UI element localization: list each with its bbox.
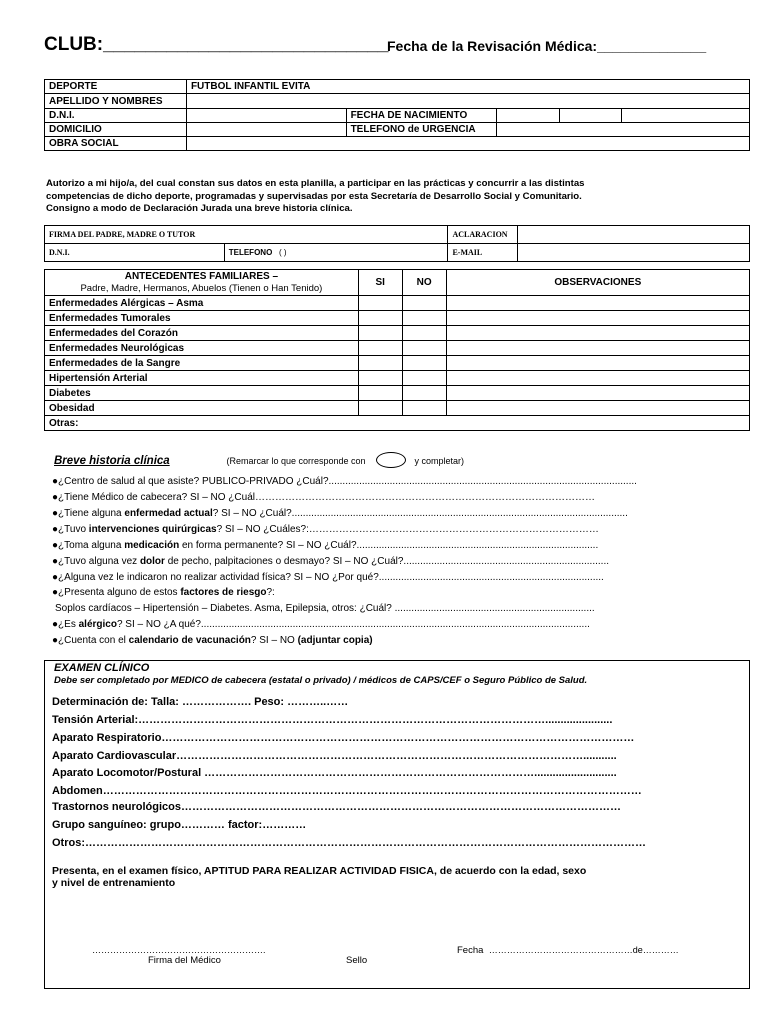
- fecha-firma-dots: …………………………………………de…………: [488, 945, 679, 955]
- nacimiento-label: FECHA DE NACIMIENTO: [346, 109, 496, 123]
- aclaracion-label: ACLARACION: [448, 226, 518, 244]
- q8-bold: factores de riesgo: [180, 587, 267, 598]
- obs-cell[interactable]: [446, 296, 749, 311]
- apellido-label: APELLIDO Y NOMBRES: [45, 94, 187, 109]
- q5-bold: medicación: [124, 540, 180, 551]
- exam-cardiovascular[interactable]: Aparato Cardiovascular…………………………………………………………………………………………………...........: [52, 750, 617, 762]
- parent-dni-label: D.N.I.: [45, 244, 225, 262]
- antecedentes-subtitle: Padre, Madre, Hermanos, Abuelos (Tienen o Han Tenido): [80, 282, 323, 294]
- col-si: SI: [358, 270, 402, 296]
- oval-icon: [376, 452, 406, 468]
- q5-post: en forma permanente? SI – NO ¿Cuál?.......................................................................................: [179, 540, 599, 551]
- no-cell[interactable]: [402, 326, 446, 341]
- authorization-line-1: Autorizo a mi hijo/a, del cual constan sus datos en esta planilla, a participar en las prácticas y concurrir a las distintas: [46, 178, 585, 189]
- id-table: [44, 79, 750, 151]
- exam-locomotor[interactable]: Aparato Locomotor/Postural ………………………………………………………………………………...........................: [52, 767, 617, 779]
- obs-cell[interactable]: [446, 341, 749, 356]
- no-cell[interactable]: [402, 341, 446, 356]
- q9-pre: ●¿Es: [52, 619, 79, 630]
- row-label: Hipertensión Arterial: [45, 371, 359, 386]
- fecha-firma[interactable]: [457, 945, 679, 956]
- question-factores-detalle[interactable]: Soplos cardíacos – Hipertensión – Diabetes. Asma, Epilepsia, otros: ¿Cuál? ........................................................................: [55, 603, 595, 614]
- fecha-revision: [387, 38, 706, 54]
- col-no: NO: [402, 270, 446, 296]
- firma-medico-line[interactable]: ………………………………………………….: [92, 945, 266, 955]
- exam-tension-arterial[interactable]: Tensión Arterial:…………………………………………………………………………………………………......................: [52, 714, 613, 726]
- row-label: Obesidad: [45, 401, 359, 416]
- antecedentes-table: [44, 269, 750, 431]
- question-intervenciones[interactable]: [52, 524, 599, 535]
- row-label: Enfermedades Alérgicas – Asma: [45, 296, 359, 311]
- obs-cell[interactable]: [446, 356, 749, 371]
- apellido-field[interactable]: [186, 94, 749, 109]
- row-label: Diabetes: [45, 386, 359, 401]
- aptitud-text: [52, 865, 586, 889]
- row-label: Enfermedades de la Sangre: [45, 356, 359, 371]
- question-dolor-pecho[interactable]: [52, 556, 609, 567]
- parent-telefono-cell[interactable]: [224, 244, 448, 262]
- parent-telefono-label: TELEFONO: [228, 248, 273, 257]
- fecha-revision-label: Fecha de la Revisación Médica:: [387, 38, 598, 54]
- nacimiento-month-field[interactable]: [560, 109, 622, 123]
- q9-bold: alérgico: [78, 619, 117, 630]
- table-row: [45, 356, 750, 371]
- no-cell[interactable]: [402, 311, 446, 326]
- table-row: [45, 416, 750, 431]
- examen-subtitle: Debe ser completado por MEDICO de cabecera (estatal o privado) / médicos de CAPS/CEF o Seguro Público de Salud.: [54, 675, 588, 686]
- obs-cell[interactable]: [446, 311, 749, 326]
- q6-pre: ●¿Tuvo alguna vez: [52, 556, 140, 567]
- domicilio-label: DOMICILIO: [45, 123, 187, 137]
- telefono-urgencia-field[interactable]: [496, 123, 749, 137]
- obs-cell[interactable]: [446, 371, 749, 386]
- parent-table: [44, 225, 750, 262]
- q10-post: ? SI – NO: [250, 635, 298, 646]
- table-row: [45, 341, 750, 356]
- authorization-line-3: Consigno a modo de Declaración Jurada una breve historia clínica.: [46, 203, 353, 214]
- aptitud-line-2: y nivel de entrenamiento: [52, 877, 176, 889]
- si-cell[interactable]: [358, 401, 402, 416]
- question-medicacion[interactable]: [52, 540, 598, 551]
- exam-respiratorio[interactable]: Aparato Respiratorio…………………………………………………………………………………………………………………: [52, 732, 635, 744]
- si-cell[interactable]: [358, 311, 402, 326]
- q10-bold-2: (adjuntar copia): [297, 635, 373, 646]
- si-cell[interactable]: [358, 296, 402, 311]
- table-row: [45, 296, 750, 311]
- nacimiento-year-field[interactable]: [622, 109, 750, 123]
- question-vacunacion[interactable]: [52, 635, 373, 646]
- q6-bold: dolor: [139, 556, 165, 567]
- si-cell[interactable]: [358, 341, 402, 356]
- aptitud-line-1: Presenta, en el examen físico, APTITUD PARA REALIZAR ACTIVIDAD FISICA, de acuerdo con la edad, sexo: [52, 865, 587, 877]
- row-label: Enfermedades Neurológicas: [45, 341, 359, 356]
- table-row: [45, 371, 750, 386]
- q9-post: ? SI – NO ¿A qué?............................................................................................................................................: [116, 619, 590, 630]
- obs-cell[interactable]: [446, 386, 749, 401]
- q4-bold: intervenciones quirúrgicas: [88, 524, 217, 535]
- firma-padre-label: FIRMA DEL PADRE, MADRE O TUTOR: [45, 226, 448, 244]
- examen-title: EXAMEN CLÍNICO: [54, 662, 150, 674]
- q3-pre: ●¿Tiene alguna: [52, 508, 125, 519]
- club-label: [44, 34, 388, 56]
- q4-pre: ●¿Tuvo: [52, 524, 89, 535]
- historia-instruction-pre: (Remarcar lo que corresponde con: [226, 456, 366, 466]
- q8-post: ?:: [266, 587, 275, 598]
- historia-title: Breve historia clínica: [54, 455, 170, 467]
- nacimiento-day-field[interactable]: [496, 109, 560, 123]
- q6-post: de pecho, palpitaciones o desmayo? SI – NO ¿Cuál?..........................................................................: [164, 556, 610, 567]
- obra-social-field[interactable]: [186, 137, 749, 151]
- exam-talla-peso[interactable]: Determinación de: Talla: ………………. Peso: ………..……: [52, 696, 349, 708]
- historia-instruction-post: y completar): [414, 456, 464, 466]
- authorization-text: [46, 178, 585, 216]
- table-row: [45, 311, 750, 326]
- question-centro-salud[interactable]: ●¿Centro de salud al que asiste? PUBLICO-PRIVADO ¿Cuál?...............................................................................................................: [52, 476, 637, 487]
- dni-field[interactable]: [186, 109, 346, 123]
- si-cell[interactable]: [358, 371, 402, 386]
- col-observaciones: OBSERVACIONES: [446, 270, 749, 296]
- historia-title-row: [54, 451, 464, 469]
- deporte-label: DEPORTE: [45, 80, 187, 94]
- si-cell[interactable]: [358, 386, 402, 401]
- exam-neurologicos[interactable]: Trastornos neurológicos…………………………………………………………………………………………………………: [52, 801, 621, 813]
- row-label: Enfermedades del Corazón: [45, 326, 359, 341]
- si-cell[interactable]: [358, 326, 402, 341]
- fecha-firma-label: Fecha: [457, 945, 484, 956]
- deporte-value: FUTBOL INFANTIL EVITA: [186, 80, 749, 94]
- no-cell[interactable]: [402, 296, 446, 311]
- dni-label: D.N.I.: [45, 109, 187, 123]
- question-medico-cabecera[interactable]: ●¿Tiene Médico de cabecera? SI – NO ¿Cuál…………………………………………………………………………………………: [52, 492, 595, 503]
- authorization-line-2: competencias de dicho deporte, programadas y supervisadas por esta Secretaría de Desarrollo Social y Comunitario.: [46, 190, 582, 202]
- no-cell[interactable]: [402, 401, 446, 416]
- table-row: [45, 386, 750, 401]
- parent-telefono-paren: ( ): [278, 248, 287, 257]
- sello-label: Sello: [346, 955, 368, 966]
- domicilio-field[interactable]: [186, 123, 346, 137]
- antecedentes-header: [45, 270, 359, 296]
- exam-grupo-sanguineo[interactable]: Grupo sanguíneo: grupo………… factor:…………: [52, 819, 307, 831]
- row-label: Enfermedades Tumorales: [45, 311, 359, 326]
- no-cell[interactable]: [402, 386, 446, 401]
- obs-cell[interactable]: [446, 401, 749, 416]
- no-cell[interactable]: [402, 371, 446, 386]
- q8-pre: ●¿Presenta alguno de estos: [52, 587, 181, 598]
- parent-email-field[interactable]: [518, 244, 750, 262]
- club-label-text: CLUB:: [44, 34, 104, 55]
- q10-bold: calendario de vacunación: [128, 635, 251, 646]
- obra-social-label: OBRA SOCIAL: [45, 137, 187, 151]
- otras-row[interactable]: Otras:: [45, 416, 750, 431]
- q3-post: ? SI – NO ¿Cuál?.........................................................................................................................: [212, 508, 628, 519]
- question-enfermedad-actual[interactable]: [52, 508, 628, 519]
- q5-pre: ●¿Toma alguna: [52, 540, 125, 551]
- club-field[interactable]: ___________________________: [103, 34, 389, 55]
- exam-otros[interactable]: Otros:………………………………………………………………………………………………………………………………………: [52, 837, 646, 849]
- obs-cell[interactable]: [446, 326, 749, 341]
- fecha-revision-field[interactable]: ______________: [597, 38, 707, 54]
- question-alergico[interactable]: [52, 619, 590, 630]
- table-row: [45, 401, 750, 416]
- firma-medico-label: Firma del Médico: [148, 955, 221, 966]
- antecedentes-title: ANTECEDENTES FAMILIARES –: [124, 270, 279, 282]
- q3-bold: enfermedad actual: [124, 508, 213, 519]
- question-factores-riesgo[interactable]: [52, 587, 275, 598]
- no-cell[interactable]: [402, 356, 446, 371]
- exam-abdomen[interactable]: Abdomen…………………………………………………………………………………………………………………………………: [52, 785, 642, 797]
- q4-post: ? SI – NO ¿Cuáles?:……………………………………………………………………………: [216, 524, 599, 535]
- table-row: [45, 326, 750, 341]
- parent-email-label: E-MAIL: [448, 244, 518, 262]
- si-cell[interactable]: [358, 356, 402, 371]
- question-actividad-fisica[interactable]: ●¿Alguna vez le indicaron no realizar actividad física? SI – NO ¿Por qué?.................................................................................: [52, 572, 604, 583]
- telefono-urgencia-label: TELEFONO de URGENCIA: [346, 123, 496, 137]
- aclaracion-field[interactable]: [518, 226, 750, 244]
- q10-pre: ●¿Cuenta con el: [52, 635, 129, 646]
